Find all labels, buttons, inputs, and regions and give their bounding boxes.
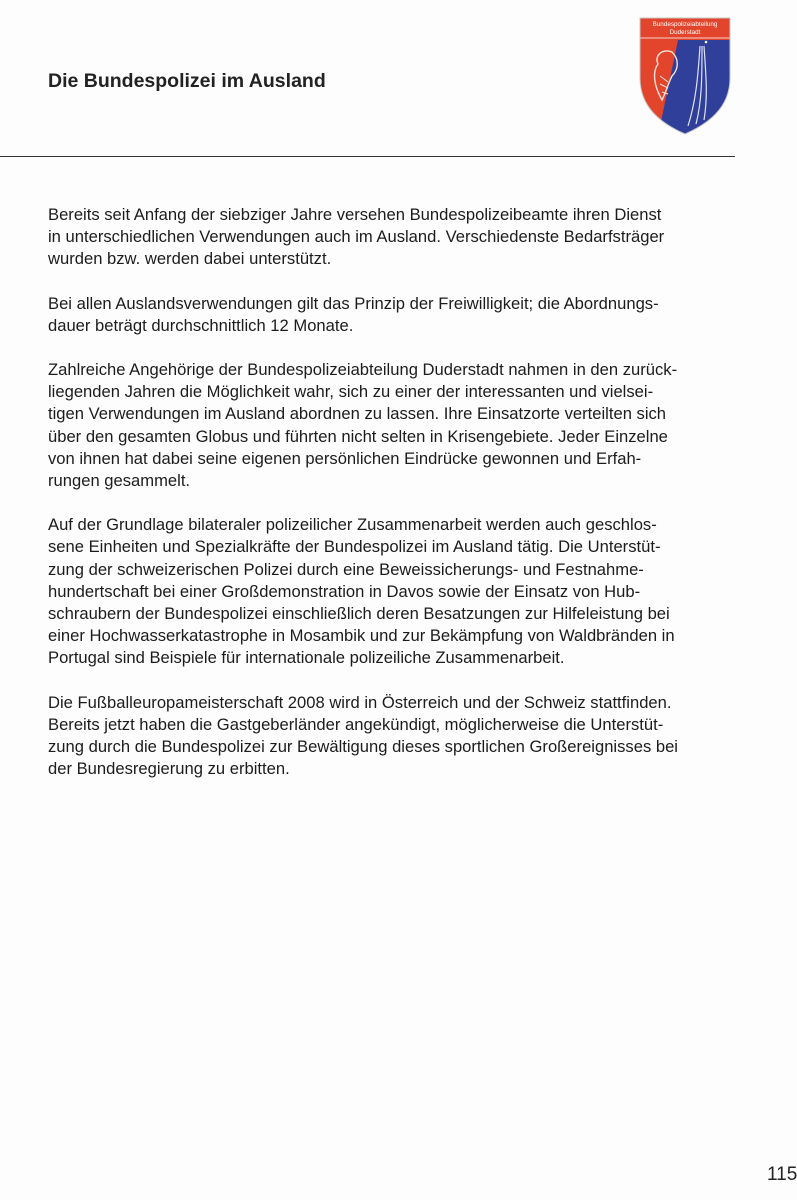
text-line: hundertschaft bei einer Großdemonstration in Davos sowie der Einsatz von Hub- xyxy=(48,581,641,601)
paragraph xyxy=(48,204,748,271)
text-line: über den gesamten Globus und führten nicht selten in Krisengebiete. Jeder Einzelne xyxy=(48,426,668,446)
text-line: in unterschiedlichen Verwendungen auch im Ausland. Verschiedenste Bedarfsträger xyxy=(48,227,665,247)
text-line: einer Hochwasserkatastrophe in Mosambik und zur Bekämpfung von Waldbränden in xyxy=(48,626,675,646)
text-line: Auf der Grundlage bilateraler polizeilicher Zusammenarbeit werden auch geschlos- xyxy=(48,515,657,535)
text-line: schraubern der Bundespolizei einschließlich deren Besatzungen zur Hilfeleistung bei xyxy=(48,604,670,624)
paragraph xyxy=(48,514,748,669)
text-line: wurden bzw. werden dabei unterstützt. xyxy=(48,249,332,269)
text-line: dauer beträgt durchschnittlich 12 Monate. xyxy=(48,315,354,335)
text-line: Bereits seit Anfang der siebziger Jahre versehen Bundespolizeibeamte ihren Dienst xyxy=(48,205,662,224)
text-line: tigen Verwendungen im Ausland abordnen zu lassen. Ihre Einsatzorte verteilten sich xyxy=(48,404,667,424)
text-line: der Bundesregierung zu erbitten. xyxy=(48,759,290,779)
page-number: 115 xyxy=(767,1164,797,1185)
paragraph xyxy=(48,359,748,492)
text-line: zung durch die Bundespolizei zur Bewältigung dieses sportlichen Großereignisses bei xyxy=(48,737,678,757)
header-divider xyxy=(0,156,735,157)
text-line: Bei allen Auslandsverwendungen gilt das Prinzip der Freiwilligkeit; die Abordnungs- xyxy=(48,293,659,313)
text-line: zung der schweizerischen Polizei durch eine Beweissicherungs- und Festnahme- xyxy=(48,559,644,579)
text-line: Zahlreiche Angehörige der Bundespolizeiabteilung Duderstadt nahmen in den zurück- xyxy=(48,360,678,380)
logo-text-line1: Bundespolizeiabteilung xyxy=(652,21,718,28)
text-line: Bereits jetzt haben die Gastgeberländer angekündigt, möglicherweise die Unterstüt- xyxy=(48,714,664,734)
paragraph xyxy=(48,293,748,337)
page-title: Die Bundespolizei im Ausland xyxy=(48,70,326,92)
body-text xyxy=(48,204,748,802)
logo-text-line2: Duderstadt xyxy=(669,29,701,36)
text-line: sene Einheiten und Spezialkräfte der Bundespolizei im Ausland tätig. Die Unterstüt- xyxy=(48,537,661,557)
coat-of-arms-logo xyxy=(638,16,732,136)
paragraph xyxy=(48,692,748,781)
text-line: Die Fußballeuropameisterschaft 2008 wird in Österreich und der Schweiz stattfinden. xyxy=(48,692,672,712)
text-line: liegenden Jahren die Möglichkeit wahr, sich zu einer der interessanten und vielsei- xyxy=(48,382,654,402)
text-line: Portugal sind Beispiele für internationale polizeiliche Zusammenarbeit. xyxy=(48,648,565,668)
text-line: von ihnen hat dabei seine eigenen persönlichen Eindrücke gewonnen und Erfah- xyxy=(48,448,642,468)
text-line: rungen gesammelt. xyxy=(48,471,191,491)
